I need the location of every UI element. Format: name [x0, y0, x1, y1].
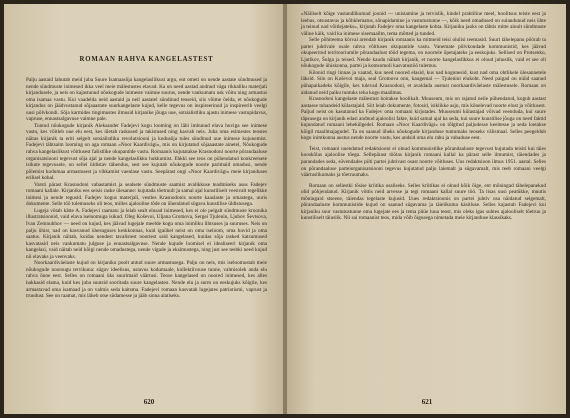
right-paragraph-1: »Näiliselt kõige vastandlikumad joonid — unistamine ja tervislik, kindel praktiline meel, hoolitsus teiste eest ja leebus, otsustavus ja kõhklematus, sõnapidamine ja vastutustunne —, kõik need omadused on sulandunud neis ühte ja teinud nad võitlejateks«, kirjutab Fadejev oma kangelaste kohta. Kirjaniku jaoks on tähtis mitte ainult sündmuste väline käik, vaid ka inimese sisemaailm, tema mõtted ja tunded. — [301, 11, 546, 37]
left-paragraph-5: Noorkaardiväelaste kujud on kirjaniku poolt antud suure armastusega. Palju on neis, mis iseloomustab meie nõukogude noorsugu tervikuna: sügav ideelisus, ustavus kodumaale, kollektiivsuse tunne, valmisolek anda elu rahva õnne eest. Selles on romaani üks suurimaid väärtusi. Teose kangelased on noored inimesed, kes alles hakkasid elama, kuid kes juba suutsid sooritada suure kangelasteo. Nende elu ja surm on eeskujuks kõigile, kes armastavad oma isamaad ja on valmis seda kaitsma. Fadejevi romaan kasvatab lugejates patriotismi, vaprust ja truudust. See on raamat, mis läheb otse südamesse ja jääb sinna alatiseks. — [26, 260, 267, 300]
right-page — [287, 4, 566, 414]
left-page — [4, 4, 283, 414]
right-paragraph-6: Romaan on sellestki tõsise kriitika osaliseks. Selles kriitikas ei olnud kõik õige, ent mõningad tähelepanekud olid põhjendatud. Kirjanik võttis neid arvesse ja tegi romaani kallal suure töö. Ta lisas uusi peatükke, muutis mõningaid stseene, täiendas tegelaste kujusid. Uues redaktsioonis on partei juhtiv osa näidatud selgemalt, põrandaaluste kommunistide kujud on saanud sügavama ja täielikuma käsitluse. Selles kajastub Fadejevi kui kirjaniku suur vastutustunne oma lugejate ees ja tema püüe luua teost, mis oleks igas suhtes ajalooliselt tõetruu ja kunstiliselt täiuslik. Nii sai romaanist teos, mida võib õigusega nimetada meie kirjanduse klassikaks. — [301, 182, 546, 222]
right-page-number: 621 — [421, 398, 433, 406]
left-paragraph-2: Tuntud nõukogude kirjanik Aleksander Fadejevi kogu looming on läbi imbunud elava huviga see inimese vastu, kes võitleb uue elu eest, kes ületab raskused ja takistused ning kasvab neis. Juba oma esimestes teostes näitas kirjanik ta eriti selgelt sotsialistliku revolutsiooni ja kodusõja tules sündinud uue inimese kujunemist. Fadejevi tähtsaim looming on aga romaan »Noor Kaardivägi», mis on kirjutatud sõjaaastate ainetel, Nõukogude rahva kangelaslikust võitlusest fašistlike okupantide vastu. Romaanis kujutatakse Krasnodoni noorte põrandaaluse organisatsiooni tegevust sõja ajal ja nende kangelaslikku hukkumist. Ehkki see teos on pühendatud konkreetsete isikute tegevusele, on sellel üldistav tähendus, sest see kujutab nõukogude noorte parimaid omadusi, nende põlemist kodumaa armastusest ja vihkamist vaenlase vastu. Seepärast ongi »Noor Kaardivägi» meie kirjanduses erilisel kohal. — [26, 122, 267, 182]
left-paragraph-1: Palju aastaid lahutab meid juba Suure Isamaasõja kangelasliikust argu, ent ometi on nende aastate sündmused ja nende sündmuste inimesed ikka veel meie mälestustes elavad. Ka on need aastad andnud väga rikkaliku materjali kirjandusele, ja neis on kajastunud nõukogude inimeste vaimne suurus, nende vankumatu usk võitu ning armastus oma isamaa vastu. Kui vaadelda neid aastaid ja neil aastatel sündinud teoseid, siis võime öelda, et nõukogude kirjandus on jäädvustanud sõjaaastate suurkangelaste kujud, kelle tegevus on inspireerinud ja inspireerib veelgi uusi põlvkondi. Sõja karmides tingimustes ilmusid kirjanike jõuga uue, sotsialistliku ajastu inimese vastupidavus, vapruse, ennastsalgavuse vaimne pale. — [26, 77, 267, 123]
left-paragraph-3: Varsti pärast Krasnodoni vabastamist ja sealsete sündmuste saamist avalikkuse teadmiseks asus Fadejev romaani kallale. Kirjaniku ees seisis raske ülesanne: kujutada tõetruult ja samal ajal kunstiliselt veenvalt tegelikke inimesi ja nende tegusid. Fadejev kogus materjali, vestles Krasnodonis noorte kaaslaste ja omastega, uuris dokumente. Selle töö tulemuseks oli teos, milles ajalooline tõde on ühendatud sügava kunstilise üldistusega. — [26, 181, 267, 208]
chapter-heading: ROMAAN RAHVA KANGELASTEST — [79, 56, 214, 63]
left-paragraph-4: Lugeja võtab kätte A. Fadejevi raamatu ja leiab sealt elusad inimesed, kes ei ole pelgalt sündmuste kroonika illustratsioonid, vaid elava iseloomuga isikud. Oleg Koševoi, Uljana Gromova, Sergei Tjulenin, Ljubov Ševtsova, Ivan Zemnuhhov — need on kujud, kes jäävad lugejale meelde kogu oma inimliku lihtsuses ja suuruses. Neis on palju ühist, nad on kasvanud ühesuguses keskkonnas, kuid igaühel neist on oma iseloom, oma huvid ja oma saatus. Kirjanik näitab, kuidas nendest tavalistest noortest said kangelased, kuidas sõja rasked katsumused kasvatasid neis vankumatu julguse ja ennastsalgavuse. Nende kujude loomisel ei idealiseeri kirjanik oma kangelasi, vaid näitab neid kõigi nende omadustega, nende vigade ja eksimustega, ning just see teebki need kujud nii elavaks ja veenvaks. — [26, 207, 267, 260]
right-paragraph-3: Kõnnid ringi linnas ja vaatad, kus need noored elasid, kus nad kogunesid, kust nad oma ohtlikele ülesannetele läksid. Siin on Koševoi maja, seal Gromova onn, kaugemal — Tjulenini elukoht. Need paigad on nüüd saanud pühapaikadeks kõigile, kes tulevad Krasnodoni, et avaldada austust noorkaardiväelaste mälestusele. Romaan on aidanud neid paiku tuntuks teha kogu maailmas. — [301, 69, 546, 96]
right-paragraph-2: Selle põhiteema kõrval arendab kirjanik romaanis ka mitmeid teisi olulisi teemasid. Suurt tähelepanu pöörab ta partei juhtivale osale rahva võitluses okupantide vastu. Vanemate põlvkondade kommunistid, kes jäävad okupeeritud territooriumile põrandaalust tööd tegema, on noortele õpetajateks ja eeskujuks. Sellised on Protsenko, Ljutikov, Šulga ja teised. Nende kaudu näitab kirjanik, et noorte kangelaslikkus ei olnud juhuslik, vaid et see oli nõukogude ühiskonna, partei ja komsomoli kasvatustöö tulemus. — [301, 37, 546, 70]
right-paragraph-4: Krasnodoni kangelaste mälestust hoitakse hoolikalt. Muuseum, mis on rajatud neile pühendatud, kogub aastast aastasse tuhandeid külastajaid. Siit leiab dokumente, fotosid, isiklikke asju, mis kõnelevad noorte elust ja võitlusest. Paljud neist on kasutanud ka Fadejev oma romaani kirjutades. Muuseumi külastajad võivad veenduda, kui suure täpsusega on kirjanik edasi andnud ajaloolisi fakte, kuid samal ajal ka seda, kui suure kunstilise jõuga on need faktid kujundatud romaani lehekülgedel. Romaan »Noor Kaardivägi» on tõlgitud paljudesse keeltesse ja seda loetakse kõigil maailmajagudel. Ta on saanud üheks nõukogude kirjanduse tuntumaks teoseks välismaal. Selles peegeldub kogu inimkonna austus nende noorte vastu, kes andsid oma elu rahu ja vabaduse eest. — [301, 96, 546, 142]
right-paragraph-5: Teist, romaani uuendatud redaktsiooni ei olnud kommunistlike põrandaaluste tegevust kujutada teisiti kui täies kooskõlas ajaloolise tõega. Sellepärast töötas kirjanik romaani kallal ka pärast selle ilmumist, täiendades ja parandades seda, süvendades pilti partei juhtivast osast noorte võitluses. Uus redaktsioon ilmus 1951. aastal. Selles on põrandaaluse parteiorganisatsiooni tegevus kujutatud palju laiemalt ja sügavamalt, mis teeb romaani veelgi väärtuslikumaks ja tõetruumaks. — [301, 145, 546, 179]
left-page-number: 620 — [143, 398, 155, 406]
